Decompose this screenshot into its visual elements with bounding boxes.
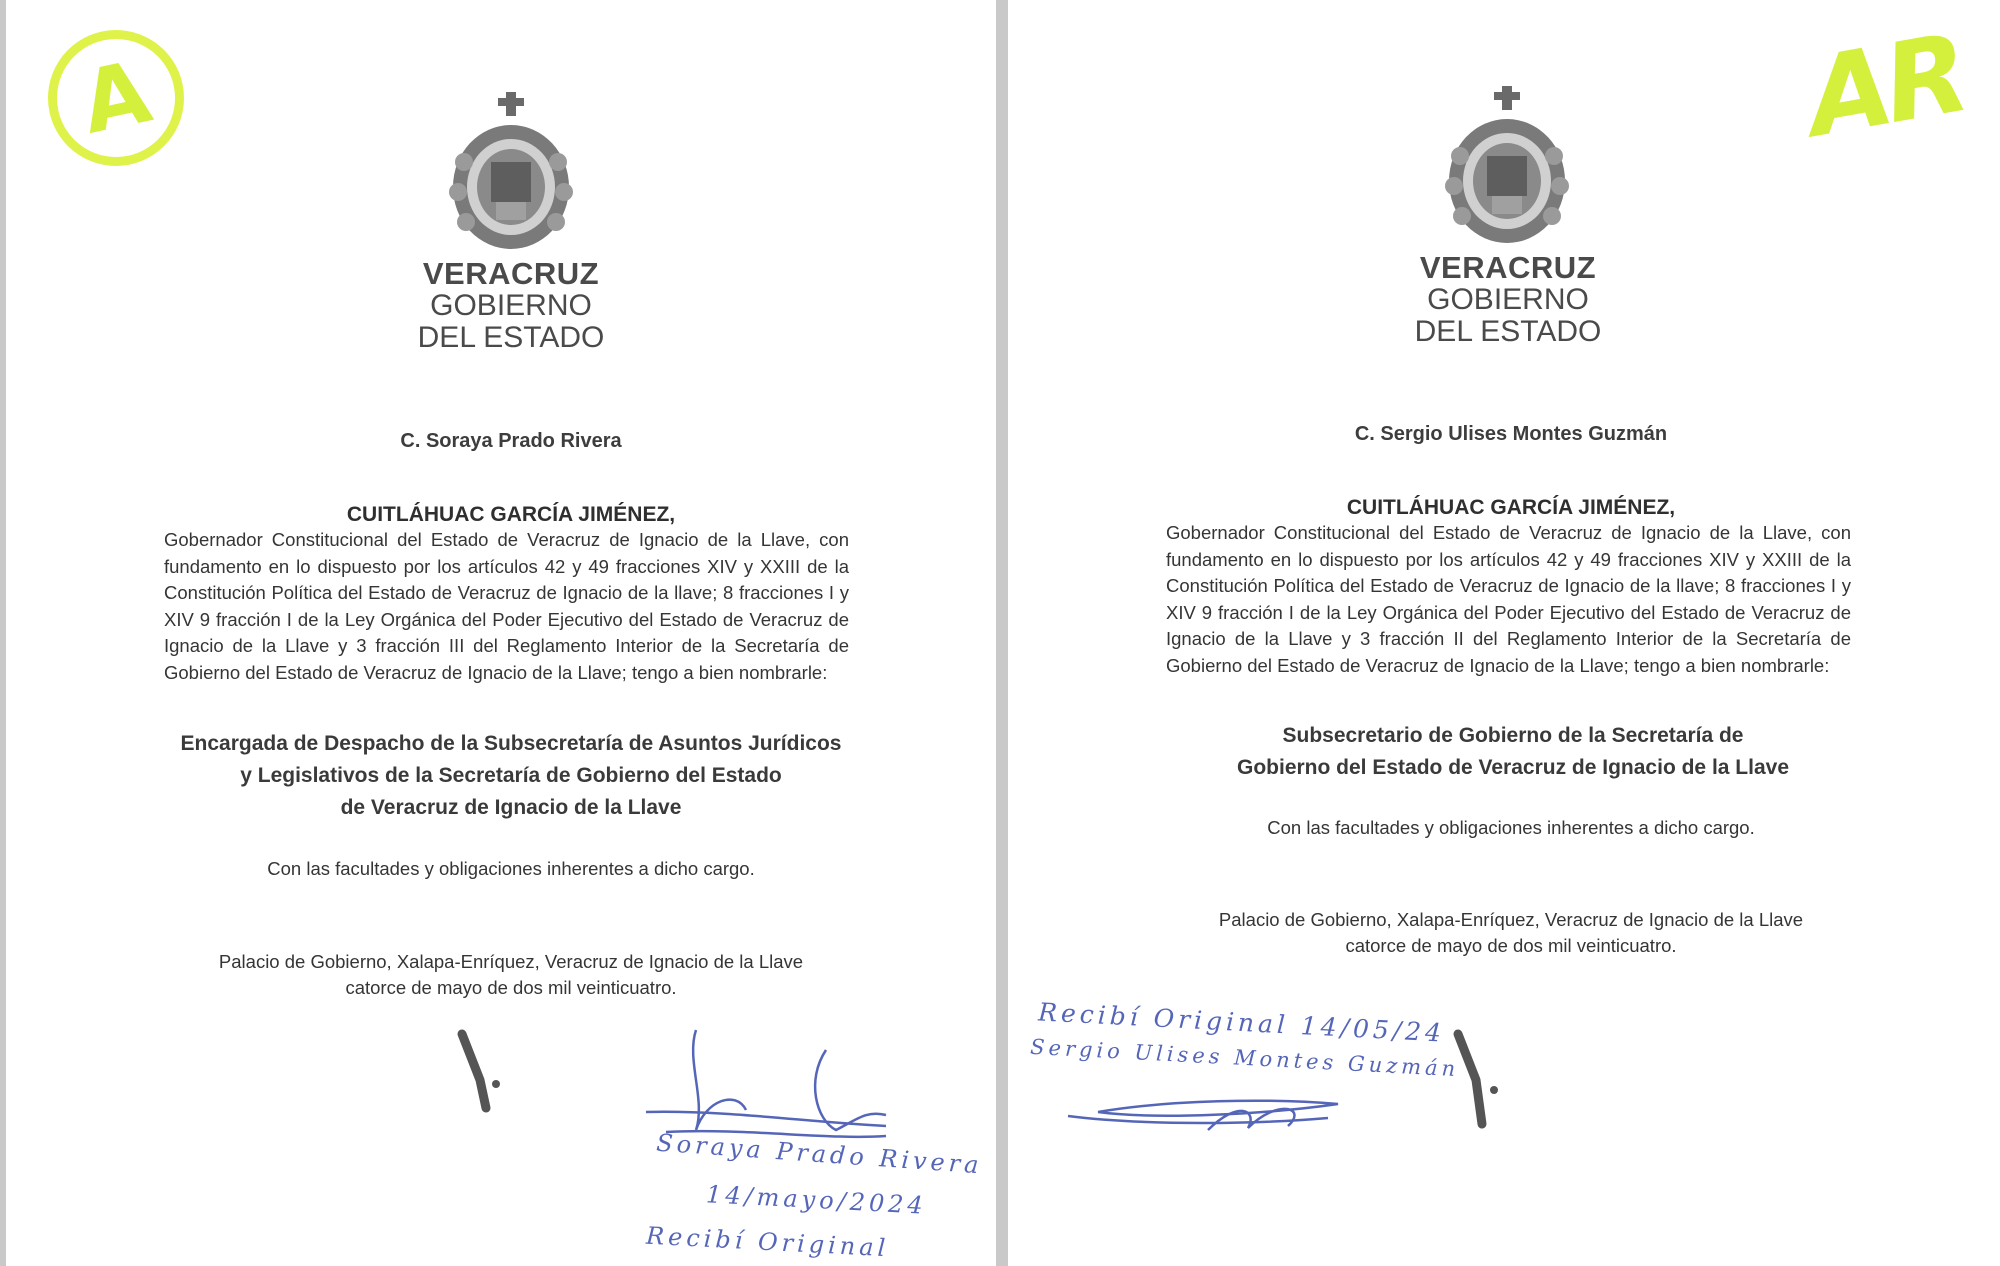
handwritten-date: 14/mayo/2024 — [705, 1180, 928, 1220]
date-line: catorce de mayo de dos mil veinticuatro. — [1345, 935, 1677, 956]
appointment-line: de Veracruz de Ignacio de la Llave — [340, 796, 682, 819]
appointment-line: Encargada de Despacho de la Subsecretaría de Asuntos Jurídicos — [180, 732, 842, 755]
highlighter-mark-ar: AR — [1798, 11, 1973, 162]
appointment-body: Gobernador Constitucional del Estado de Veracruz de Ignacio de la Llave, con fundamento en lo dispuesto por los artículos 42 y 49 fracciones XIV y XXIII de la Constitución Política del Estado de Veracruz de Ignacio de la llave; 8 fracciones I y XIV 9 fracción I de la Ley Orgánica del Poder Ejecutivo del Estado de Veracruz de Ignacio de la Llave y 3 fracción III del Reglamento Interior de la Secretaría de Gobierno del Estado de Veracruz de Ignacio de la Llave; tengo a bien nombrarle: — [164, 529, 849, 683]
highlighter-mark-a: A — [35, 17, 196, 178]
place-line: Palacio de Gobierno, Xalapa-Enríquez, Veracruz de Ignacio de la Llave — [1218, 909, 1804, 930]
recipient-name: C. Soraya Prado Rivera — [400, 430, 622, 452]
recipient-signature-icon — [646, 1030, 886, 1137]
brand-line-2: GOBIERNO — [430, 289, 592, 322]
faculties-statement: Con las facultades y obligaciones inherentes a dicho cargo. — [1267, 817, 1755, 838]
appointment-line: Subsecretario de Gobierno de la Secretaría de — [1282, 724, 1744, 747]
recipient-signature-icon — [1068, 1101, 1338, 1130]
brand-line-3: DEL ESTADO — [1414, 315, 1602, 348]
handwritten-received: Recibí Original — [645, 1221, 890, 1263]
brand-line-2: GOBIERNO — [1427, 283, 1589, 316]
brand-line-1: VERACRUZ — [422, 256, 600, 291]
brand-line-3: DEL ESTADO — [417, 321, 605, 354]
signature-layer — [6, 0, 996, 1266]
governor-name: CUITLÁHUAC GARCÍA JIMÉNEZ, — [1346, 496, 1676, 519]
handwritten-name: Sergio Ulises Montes Guzmán — [1029, 1034, 1460, 1082]
handwritten-received: Recibí Original 14/05/24 — [1037, 997, 1446, 1048]
date-line: catorce de mayo de dos mil veinticuatro. — [345, 977, 677, 998]
brand-line-1: VERACRUZ — [1419, 250, 1597, 285]
appointment-line: Gobierno del Estado de Veracruz de Ignacio de la Llave — [1237, 756, 1789, 779]
appointment-line: y Legislativos de la Secretaría de Gobierno del Estado — [240, 764, 782, 787]
recipient-name: C. Sergio Ulises Montes Guzmán — [1354, 423, 1668, 445]
document-page-right — [1008, 0, 2000, 1266]
appointment-body: Gobernador Constitucional del Estado de Veracruz de Ignacio de la Llave, con fundamento en lo dispuesto por los artículos 42 y 49 fracciones XIV y XXIII de la Constitución Política del Estado de Veracruz de Ignacio de la llave; 8 fracciones I y XIV 9 fracción I de la Ley Orgánica del Poder Ejecutivo del Estado de Veracruz de Ignacio de la Llave y 3 fracción II del Reglamento Interior de la Secretaría de Gobierno del Estado de Veracruz de Ignacio de la Llave; tengo a bien nombrarle: — [1166, 522, 1851, 676]
governor-name: CUITLÁHUAC GARCÍA JIMÉNEZ, — [346, 503, 676, 526]
handwritten-name: Soraya Prado Rivera — [655, 1128, 984, 1180]
place-line: Palacio de Gobierno, Xalapa-Enríquez, Veracruz de Ignacio de la Llave — [218, 951, 804, 972]
governor-signature-icon — [1458, 1034, 1498, 1124]
signature-layer — [1008, 0, 2000, 1266]
document-page-left — [6, 0, 996, 1266]
governor-signature-icon — [462, 1034, 500, 1108]
faculties-statement: Con las facultades y obligaciones inherentes a dicho cargo. — [267, 858, 755, 879]
